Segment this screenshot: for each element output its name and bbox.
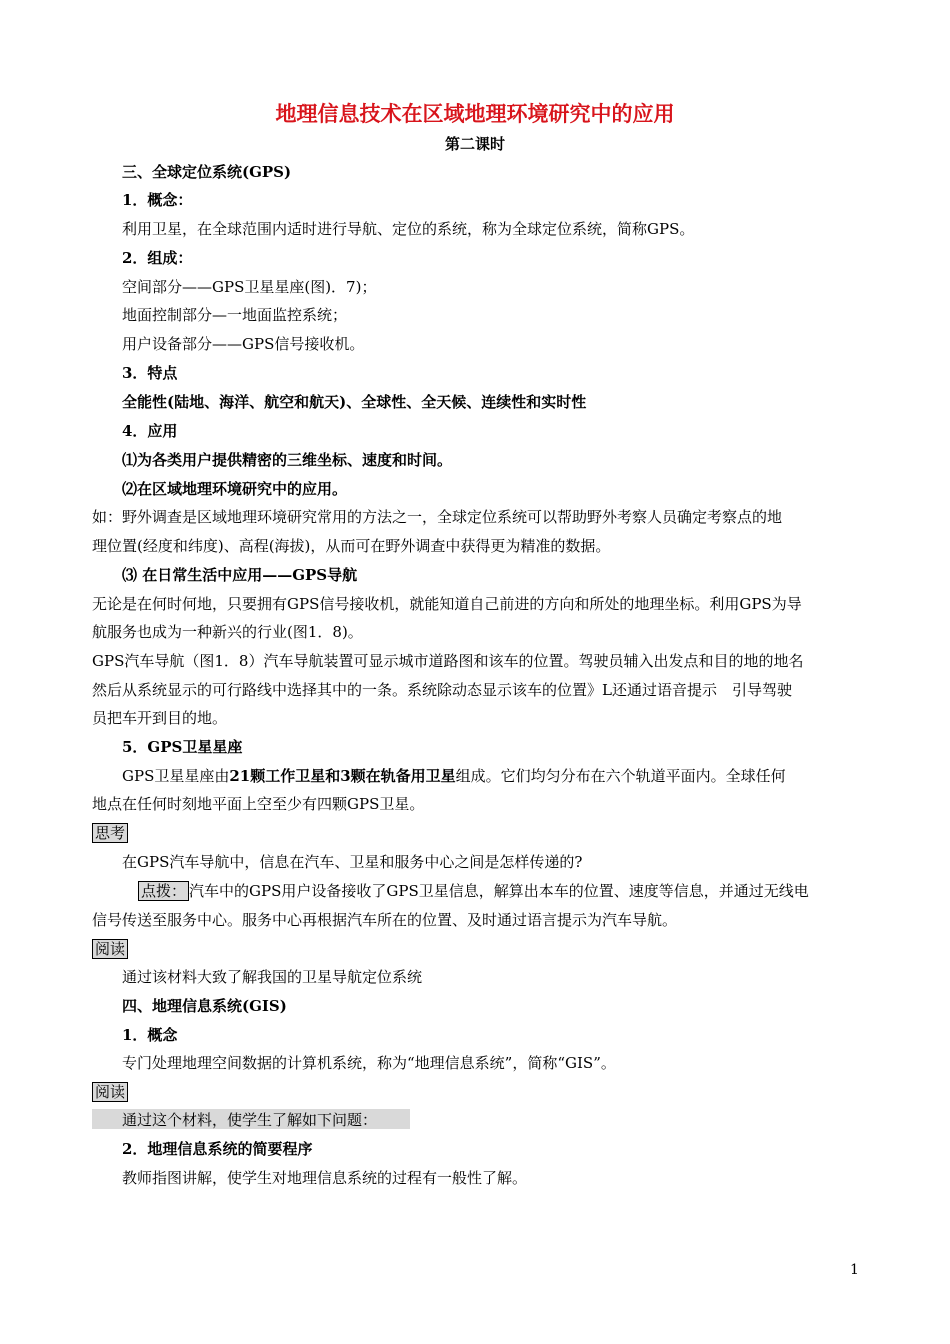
label-read: [92, 939, 128, 959]
boxed-label: 思考: [92, 823, 128, 843]
paragraph-text: 航服务也成为一种新兴的行业(图1．8)。: [92, 623, 363, 641]
paragraph-text: 教师指图讲解，使学生对地理信息系统的过程有一般性了解。: [122, 1169, 528, 1187]
text-run: GPS卫星星座由: [122, 767, 230, 785]
paragraph-text: GPS汽车导航（图1．8）汽车导航装置可显示城市道路图和该车的位置。驾驶员辅入出发点和目的地的地名: [92, 652, 804, 670]
heading-concept: 1．概念: [122, 1026, 178, 1044]
paragraph-text: 员把车开到目的地。: [92, 709, 228, 727]
section-heading-gps: 三、全球定位系统(GPS): [122, 163, 292, 181]
heading-features: 3．特点: [122, 364, 178, 382]
paragraph-text: ⑴为各类用户提供精密的三维坐标、速度和时间。: [122, 451, 453, 469]
paragraph-text: 通过该材料大致了解我国的卫星导航定位系统: [122, 968, 423, 986]
label-read: [92, 1082, 128, 1102]
text-run-bold: 21颗工作卫星和3颗在轨备用卫星: [229, 767, 456, 785]
paragraph-text: 空间部分——GPS卫星星座(图)．7)；: [122, 278, 377, 296]
document-title: 地理信息技术在区域地理环境研究中的应用: [275, 101, 675, 126]
paragraph-text: 然后从系统显示的可行路线中选择其中的一条。系统除动态显示该车的位置》L还通过语音提示 引导驾驶: [92, 681, 792, 699]
paragraph-text: 如：野外调查是区域地理环境研究常用的方法之一，全球定位系统可以帮助野外考察人员确定考察点的地: [92, 508, 783, 526]
paragraph-text: 理位置(经度和纬度)、高程(海拔)，从而可在野外调查中获得更为精准的数据。: [92, 537, 611, 555]
paragraph-text: 全能性(陆地、海洋、航空和航天)、全球性、全天候、连续性和实时性: [122, 393, 587, 411]
section-heading-gis: 四、地理信息系统(GIS): [122, 997, 287, 1015]
text-run: 组成。它们均匀分布在六个轨道平面内。全球任何: [455, 767, 786, 785]
paragraph-text: 无论是在何时何地，只要拥有GPS信号接收机，就能知道自己前进的方向和所处的地理坐标。利用GPS为导: [92, 595, 802, 613]
label-think: [92, 823, 128, 843]
paragraph-text: [138, 881, 809, 901]
paragraph-text: 信号传送至服务中心。服务中心再根据汽车所在的位置、及时通过语言提示为汽车导航。: [92, 911, 678, 929]
paragraph-text: 利用卫星，在全球范围内适时进行导航、定位的系统，称为全球定位系统，简称GPS。: [122, 220, 695, 238]
boxed-label: 阅读: [92, 1082, 128, 1102]
heading-composition: 2．组成：: [122, 249, 193, 267]
heading-gps-constellation: 5．GPS卫星星座: [122, 738, 243, 756]
boxed-label: 阅读: [92, 939, 128, 959]
page-number: 1: [850, 1262, 859, 1278]
paragraph-text: 用户设备部分——GPS信号接收机。: [122, 335, 365, 353]
paragraph-text: ⑵在区域地理环境研究中的应用。: [122, 480, 348, 498]
paragraph-text: 专门处理地理空间数据的计算机系统，称为“地理信息系统”，简称“GIS”。: [122, 1054, 616, 1072]
paragraph-text: 在GPS汽车导航中，信息在汽车、卫星和服务中心之间是怎样传递的?: [122, 853, 583, 871]
paragraph-text: [122, 766, 786, 786]
paragraph-text: 通过这个材料，使学生了解如下问题：: [122, 1111, 378, 1129]
document-subtitle: 第二课时: [444, 135, 505, 153]
paragraph-text: ⑶ 在日常生活中应用——GPS导航: [122, 566, 358, 584]
heading-concept: 1．概念：: [122, 191, 193, 209]
text-run: 汽车中的GPS用户设备接收了GPS卫星信息，解算出本车的位置、速度等信息，并通过无线电: [189, 882, 809, 900]
heading-application: 4．应用: [122, 422, 178, 440]
paragraph-text: 地点在任何时刻地平面上空至少有四颗GPS卫星。: [92, 795, 425, 813]
heading-gis-procedure: 2．地理信息系统的简要程序: [122, 1140, 313, 1158]
boxed-label: 点拨：: [138, 881, 189, 901]
paragraph-text: 地面控制部分—一地面监控系统；: [122, 306, 348, 324]
